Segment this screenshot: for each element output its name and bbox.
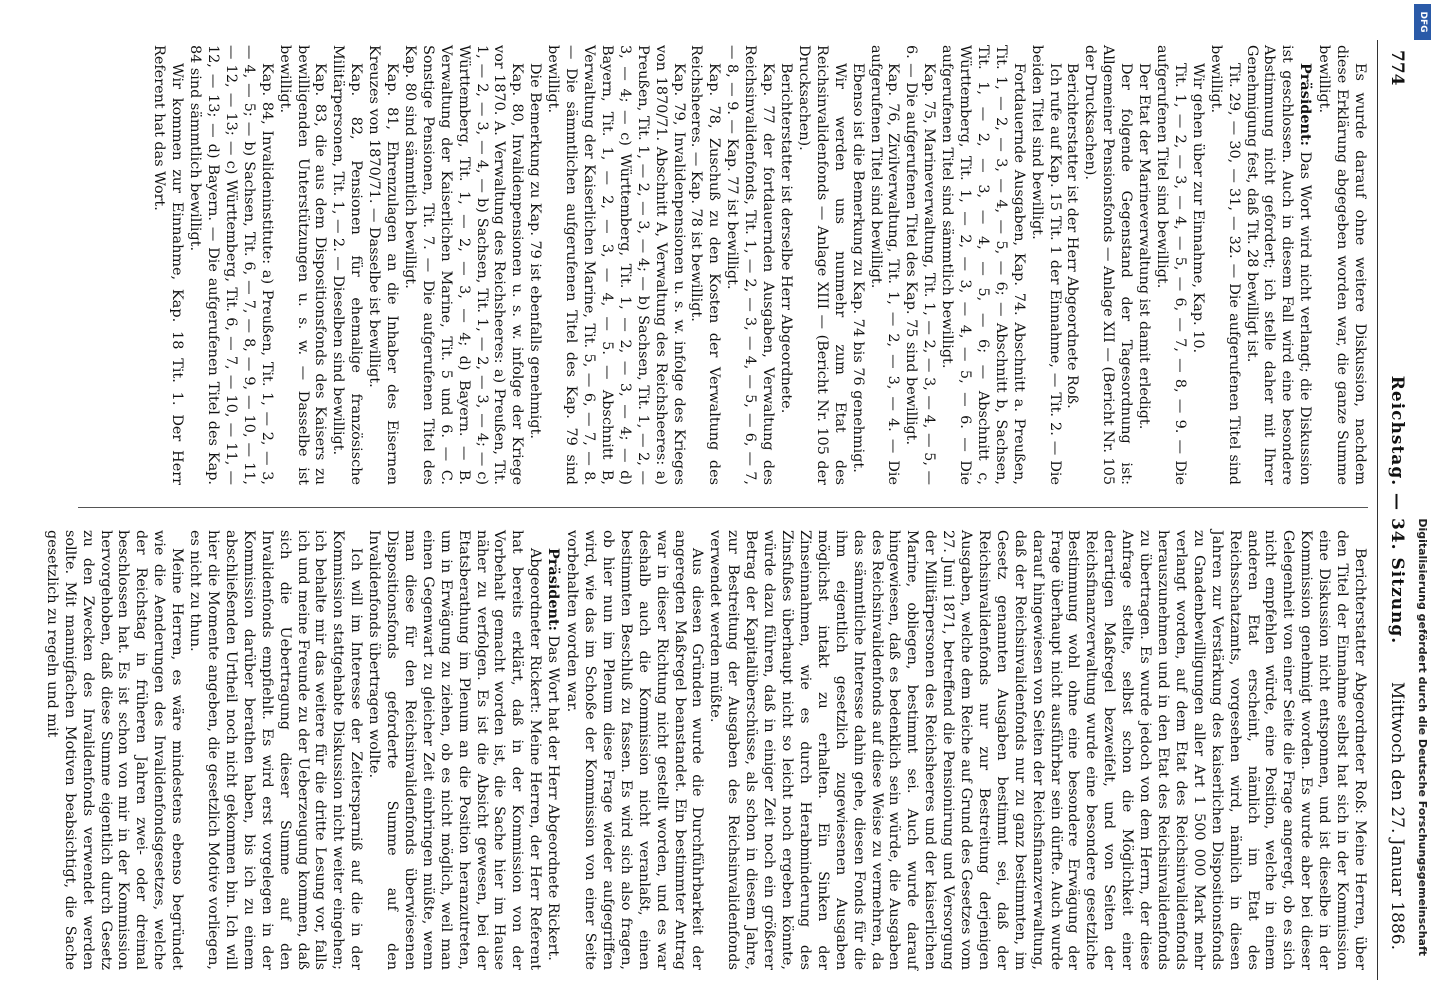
paragraph [776, 45, 794, 485]
dfg-logo-text: DFG [1418, 11, 1428, 33]
paragraph [185, 530, 364, 970]
paragraph-text: Aus diesen Gründen wurde die Durchführbarkeit der angeregten Maßregel beanstandet. Ein bestimmter Antrag war in dieser Richtung nicht gestellt worden, und es war deshalb auch die Kommission nicht veranlaßt, einen bestimmten Beschluß zu fassen. Es wird sich also fragen, ob hier nun im Plenum diese Frage wieder aufgegriffen wird, wie das im Schoße der Kommission von einer Seite vorbehalten worden war. [564, 530, 706, 970]
paragraph [364, 530, 543, 970]
paragraph [543, 45, 686, 485]
paragraph-text: Kap. 76, Zivilverwaltung, Tit. 1, — 2, — 3, — 4. — Die aufgerufenen Titel sind bewilligt. [867, 45, 902, 485]
paragraph-text: Berichterstatter Abgeordneter Roß: Meine Herren, über den Titel der Einnahme selbst hat sich in der Kommission eine Diskussion nicht entsponnen, und ist dieselbe in der Kommission genehmigt worden. Es wurde aber bei dieser Gelegenheit von einer Seite die Frage angeregt, ob es sich nicht empfehlen würde, eine Position, welche in einem anderen Etat erscheint, nämlich im Etat des Reichsschatzamts, vorgesehen wird, nämlich in diesen Jahren zur Verstärkung des kaiserlichen Dispositionsfonds zu Gnadenbewilligungen aller Art 1 500 000 Mark mehr verlangt worden, auf dem Etat des Reichsinvalidenfonds herauszunehmen und in den Etat des Reichsinvalidenfonds zu übertragen. Es wurde jedoch von dem Herrn, der diese Anfrage stellte, selbst schon die Möglichkeit einer derartigen Maßregel bezweifelt, und von Seiten der Reichsfinanzverwaltung wurde eine besondere gesetzliche Bestimmung wohl ohne eine besondere Erwägung der Frage überhaupt nicht ausführbar sein dürfte. Auch wurde darauf hingewiesen von Seiten der Reichsfinanzverwaltung, daß der Reichsinvalidenfonds nur zu ganz bestimmten, im Gesetz genannten Ausgaben bestimmt sei, daß der Reichsinvalidenfonds nur zur Bestreitung derjenigen Ausgaben, welche dem Reiche auf Grund des Gesetzes vom 27. Juni 1871, betreffend die Pensionirung und Versorgung der Militärpersonen des Reichsheeres und der kaiserlichen Marine, obliegen, bestimmt sei. Auch wurde darauf hingewiesen, daß es bedenklich sein würde, die Ausgaben des Reichsinvalidenfonds auf diese Weise zu vermehren, da das sämmtliche Interesse dahin gehe, diesen Fonds für die ihm eigentlich gesetzlich zugewiesenen Ausgaben möglichst intakt zu erhalten. Ein Sinken der Zinseinnahmen, wie es durch Herabminderung des Zinsfußes überhaupt nicht so leicht noch ergeben könnte, würde dazu führen, daß in einiger Zeit noch ein größerer Betrag der Kapitalüberschüsse, als schon in diesem Jahre, zur Bestreitung der Ausgaben des Reichsinvalidenfonds verwendet werden müßte. [707, 530, 1368, 970]
paragraph [794, 45, 848, 485]
paragraph-text: Fortdauernde Ausgaben, Kap. 74. Abschnitt a. Preußen, Tit. 1, — 2, — 3, — 4, — 5, — 6; — Abschnitt b, Sachsen, Tit. 1, — 2, — 3, — 4, — 5, — 6; — Abschnitt c, Württemberg, Tit. 1, — 2, — 3, — 4, — 5, — 6. — Die aufgerufenen Titel sind sämmtlich bewilligt. [939, 45, 1027, 485]
paragraph-text: Kap. 77 der fortdauernden Ausgaben, Verwaltung des Reichsinvalidenfonds, Tit. 1, — 2, — 3, — 4, — 5, — 6, — 7, — 8, — 9. — Kap. 77 ist bewilligt. [724, 45, 777, 485]
paragraph-text: Ich will im Interesse der Zeitersparniß auf die in der Kommission stattgehabte Diskussion nicht weiter eingehen; ich behalte mir das weitere für die dritte Lesung vor, falls ich und meine Freunde zu der Ueberzeugung kommen, daß sich die Uebertragung dieser Summe auf den Invalidenfonds empfiehlt. Es wird erst vorgelegen in der Kommission darüber berathen haben, bis ich zu einem abschließenden Urtheil noch nicht gekommen bin. Ich will hier die Momente angeben, die gesetzlich Motive vorliegen, es nicht zu thun. [187, 530, 365, 970]
digitization-watermark [1413, 0, 1432, 1000]
paragraph-text: Der Etat der Marineverwaltung ist damit erledigt. [1136, 63, 1153, 430]
paragraph-text: Kap. 81, Ehrenzulagen an die Inhaber des Eisernen Kreuzes von 1870/71. — Dasselbe ist bewilligt. [366, 45, 401, 485]
paragraph-text: Der folgende Gegenstand der Tagesordnung ist: Allgemeiner Pensionsfonds — Anlage XII — (Bericht Nr. 105 der Drucksachen). [1082, 45, 1135, 485]
paragraph [1188, 45, 1206, 485]
paragraph [400, 45, 525, 485]
paragraph-text: Wir kommen zur Einnahme, Kap. 18 Tit. 1. Der Herr Referent hat das Wort. [151, 45, 186, 485]
paragraph-text: Kap. 79, Invalidenpensionen u. s. w. infolge des Krieges von 1870/71. Abschnitt A, Verwaltung des Reichsheeres: a) Preußen, Tit. 1, — 2, — 3, — 4; — b) Sachsen, Tit. 1, — 2, — 3, — 4; — c) Württemberg, Tit. 1, — 2, — 3, — 4; — d) Bayern, Tit. 1, — 2, — 3, — 4, — 5. — Abschnitt B, Verwaltung der Kaiserlichen Marine, Tit. 5, — 6, — 7, — 8. — Die sämmtlichen aufgerufenen Titel des Kap. 79 sind bewilligt. [545, 45, 687, 485]
paragraph [185, 45, 275, 485]
paragraph-text: Abgeordneter Rickert: Meine Herren, der Herr Referent hat bereits erklärt, daß in der Kommission von der Vorbehalt gemacht worden ist, die Sache hier im Hause näher zu verfolgen. Es ist die Absicht gewesen, bei der Etatsberathung im Plenum an die Position heranzutreten, um in Erwägung zu ziehen, ob es nicht möglich, weil man einen Gegenwart zu gleicher Zeit einbringen müßte, wenn man diese für den Reichsinvalidenfonds überwiesenen Dispositionsfonds geforderte Summe auf den Invalidenfonds übertragen wollte. [366, 530, 544, 970]
paragraph [937, 45, 1027, 485]
paragraph-text: Kap. 83, die aus dem Dispositionsfonds des Kaisers zu bewilligenden Unterstützungen u. s. w. — Dasselbe ist bewilligt. [276, 45, 329, 485]
paragraph-text: Kap. 80, Invalidenpensionen u. s. w. infolge der Kriege vor 1870. A. Verwaltung des Reichsheeres: a) Preußen, Tit. 1, — 2, — 3, — 4, — b) Sachsen, Tit. 1, — 2, — 3, — 4; — c) Württemberg, Tit. 1, — 2, — 3, — 4; d) Bayern. — B. Verwaltung der Kaiserlichen Marine, Tit. 5 und 6. — C. Sonstige Pensionen, Tit. 7. — Die aufgerufenen Titel des Kap. 80 sind sämmtlich bewilligt. [401, 45, 526, 485]
paragraph-text: Kap. 84, Invalideninstitute: a) Preußen, Tit. 1, — 2, — 3, — 4, — 5; — b) Sachsen, Tit. 6, — 7, — 8, — 9, — 10, — 11, — 12, — 13; — c) Württemberg, Tit. 6, — 7, — 10, — 11, — 12, — 13; — d) Bayern. — Die aufgerufenen Titel des Kap. 84 sind sämmtlich bewilligt. [187, 45, 275, 485]
paragraph [1027, 45, 1063, 485]
speaker-label: Präsident: [1297, 63, 1315, 146]
paragraph-text: Kap. 82, Pensionen für ehemalige französische Militärpersonen, Tit. 1, — 2. — Dieselben sind bewilligt. [330, 45, 365, 485]
paragraph-text: Wir gehen über zur Einnahme, Kap. 10. [1189, 63, 1206, 354]
page-number: 774 [1387, 50, 1407, 86]
paragraph-text: Ich rufe auf Kap. 15 Tit. 1 der Einnahme, — Tit. 2. — Die beiden Titel sind bewilligt. [1028, 45, 1063, 485]
paragraph [848, 45, 866, 485]
paragraph-text: Das Wort wird nicht verlangt; die Diskussion ist geschlossen. Auch in diesem Fall wird eine besondere Abstimmung nicht gefordert; ich stelle daher mit Ihrer Genehmigung fest, daß Tit. 28 bewilligt ist. [1243, 45, 1314, 485]
left-column [78, 45, 1368, 485]
watermark-text: Digitalisierung gefördert durch die Deutsche Forschungsgemeinschaft [1416, 518, 1429, 956]
paragraph [562, 530, 705, 970]
paragraph-text: Kap. 78, Zuschuß zu den Kosten der Verwaltung des Reichsheeres. — Kap. 78 ist bewilligt. [688, 45, 723, 485]
sitting-date: Mittwoch den 27. Januar 1886. [1387, 681, 1407, 950]
paragraph [1134, 45, 1152, 485]
paragraph-text: Meine Herren, es wäre mindestens ebenso begründet wie die Aenderungen des Invalidenfondsgesetzes, welche der Reichstag in früheren Jahren zwei- oder dreimal beschlossen hat. Es ist schon von mir in der Kommission hervorgehoben, daß diese Summe eigentlich durch Gesetz zu den Zwecken des Invalidenfonds verwendet werden sollte. Mit mannigfachen Motiven beabsichtigt, die Sache gesetzlich zu regeln und mit [43, 530, 186, 970]
paragraph [525, 45, 543, 485]
paragraph-text: Es wurde darauf ohne weitere Diskussion, nachdem diese Erklärung abgegeben worden war, die ganze Summe bewilligt. [1316, 45, 1368, 485]
paragraph-text: Berichterstatter ist der Herr Abgeordnete Roß. [1064, 63, 1081, 409]
paragraph [901, 45, 937, 485]
column-divider [78, 507, 1368, 508]
page-header [1382, 40, 1412, 980]
paragraph [1206, 45, 1242, 485]
paragraph [1314, 45, 1368, 485]
paragraph-text: Die Bemerkung zu Kap. 79 ist ebenfalls genehmigt. [527, 63, 544, 439]
speaker-label: Präsident: [545, 548, 563, 631]
paragraph-text: Wir werden uns nunmehr zum Etat des Reichsinvalidenfonds — Anlage XIII — (Bericht Nr. 105 der Drucksachen). [795, 45, 848, 485]
paragraph [866, 45, 902, 485]
paragraph [722, 45, 776, 485]
paragraph [543, 530, 562, 970]
header-rule [1377, 40, 1378, 980]
paragraph [1242, 45, 1315, 485]
running-title: Reichstag. — 34. Sitzung. [1387, 375, 1407, 645]
paragraph [1152, 45, 1188, 485]
paragraph-text: Tit. 1, — 2, — 3, — 4, — 5, — 6, — 7, — 8, — 9. — Die aufgerufenen Titel sind bewilligt. [1154, 45, 1188, 485]
paragraph [42, 530, 185, 970]
paragraph-text: Kap. 75, Marineverwaltung, Tit. 1, — 2, — 3, — 4, — 5, — 6. — Die aufgerufenen Titel des Kap. 75 sind bewilligt. [903, 45, 938, 485]
paragraph [1081, 45, 1135, 485]
paragraph-text: Tit. 29, — 30, — 31, — 32. — Die aufgerufenen Titel sind bewilligt. [1207, 45, 1242, 485]
paragraph [705, 530, 1368, 970]
paragraph [364, 45, 400, 485]
paragraph [328, 45, 364, 485]
paragraph-text: Ebenso ist die Bemerkung zu Kap. 74 bis 76 genehmigt. [849, 63, 866, 473]
right-column [43, 530, 1368, 970]
paragraph [275, 45, 329, 485]
paragraph-text: Berichterstatter ist derselbe Herr Abgeordnete. [778, 63, 794, 414]
paragraph-text: Das Wort hat der Herr Abgeordnete Rickert. [545, 630, 562, 961]
paragraph [687, 45, 723, 485]
paragraph [1063, 45, 1081, 485]
paragraph [149, 45, 185, 485]
